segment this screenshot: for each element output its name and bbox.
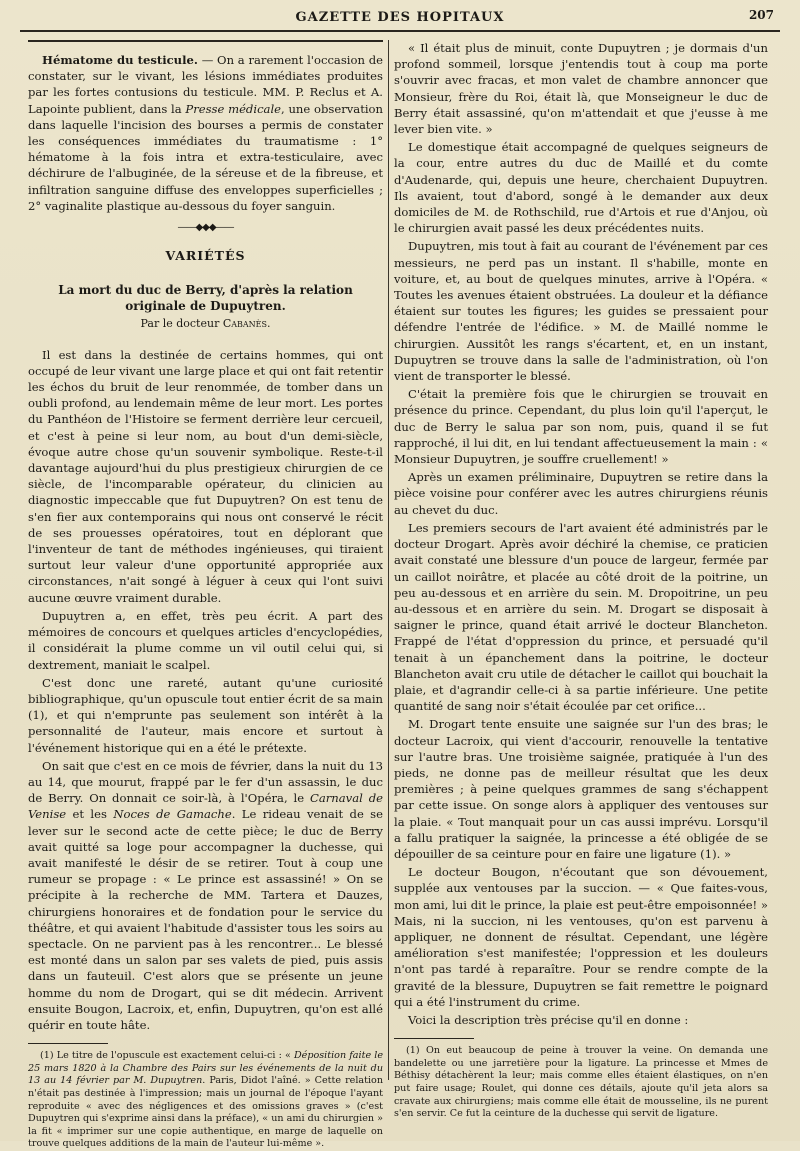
- footnote-rule: [28, 1043, 108, 1044]
- page-number: 207: [748, 8, 774, 22]
- footnote-rule: [394, 1038, 474, 1039]
- opera-title: Noces de Gamache: [113, 807, 232, 822]
- footnote: (1) On eut beaucoup de peine à trouver la veine. On demanda une bandelette ou une jarretière pour la ligature. La princesse et Mmes de Béthisy détachèrent la leur; mais comme elles étaient élastiques, on n'en put faire usage; Roulet, qui donne ces détails, ajoute qu'il jeta alors sa cravate aux chirurgiens; mais comme elle était de mousseline, ils ne purent s'en servir. Ce fut la ceinture de la duchesse qui servit de ligature.: [394, 1045, 768, 1120]
- right-column: [394, 40, 768, 1121]
- paragraph-text: et les: [66, 807, 114, 822]
- paragraph-text: On sait que c'est en ce mois de février, dans la nuit du 13 au 14, que mourut, frappé par le fer d'un assassin, le duc de Berry. On donnait ce soir-là, à l'Opéra, le: [28, 758, 383, 806]
- paragraph: « Il était plus de minuit, conte Dupuytren ; je dormais d'un profond sommeil, lorsque j'entendis tout à coup ma porte s'ouvrir avec fracas, et mon valet de chambre annoncer que Monsieur, frère du Roi, était là, que Monseigneur le duc de Berry était assassiné, qu'on m'attendait et que j'eusse à me lever bien vite. »: [394, 41, 768, 137]
- paragraph: Dupuytren, mis tout à fait au courant de l'événement par ces messieurs, ne perd pas un instant. Il s'habille, monte en voiture, et, au bout de quelques minutes, arrive à l'Opéra. « Toutes les avenues étaient obstruées. La douleur et la défiance étaient sur toutes les figures; les guides se pressaient pour défendre l'entrée de l'édifice. » M. de Maillé nomme le chirurgien. Aussitôt les rangs s'écartent, et, en un instant, Dupuytren se trouve dans la salle de l'administration, où l'on vient de transporter le blessé.: [394, 239, 768, 384]
- footnote-title: Déposition faite le 25 mars 1820 à la Chambre des Pairs sur les événements de la nuit du 13 au 14 février par M. Dupuytren: [28, 1050, 384, 1087]
- newspaper-title: GAZETTE DES HOPITAUX: [295, 10, 505, 25]
- section-title: VARIÉTÉS: [165, 248, 246, 264]
- hematome-text-2: , une observation dans laquelle l'incision des bourses a permis de constater les conséquences immédiates du traumatisme : 1° hématome à la fois intra et extra-testiculaire, avec déchirure de l'albuginée, de la séreuse et de la fibreuse, et infiltration sanguine diffuse des enveloppes superficielles ; 2° vaginalite plastique au-dessous du foyer sanguin.: [28, 101, 384, 213]
- footnote: [28, 1050, 383, 1151]
- paragraph: Voici la description très précise qu'il en donne :: [408, 1012, 689, 1027]
- paragraph: Dupuytren a, en effet, très peu écrit. A part des mémoires de concours et quelques articles d'encyclopédies, il considérait la plume comme un vil outil celui qui, si dextrement, maniait le scalpel.: [28, 608, 383, 672]
- top-rule: [28, 40, 383, 42]
- paragraph: Le docteur Bougon, n'écoutant que son dévouement, supplée aux ventouses par la succion. — « Que faites-vous, mon ami, lui dit le prince, la plaie est peut-être empoisonnée! » Mais, ni la succion, ni les ventouses, qu'on est parvenu à appliquer, ne donnent de résultat. Cependant, une légère amélioration s'est manifestée; l'oppression et les douleurs n'ont pas tardé à reparaître. Pour se rendre compte de la gravité de la blessure, Dupuytren se fait remettre le poignard qui a été l'instrument du crime.: [394, 865, 768, 1009]
- paragraph: Le domestique était accompagné de quelques seigneurs de la cour, entre autres du duc de Maillé et du comte d'Audenarde, qui, depuis une heure, cherchaient Dupuytren. Ils avaient, tout d'abord, songé à le demander aux deux domiciles de M. de Rothschild, rue d'Artois et rue d'Anjou, où le chirurgien avait passé les deux précédentes nuits.: [394, 140, 768, 236]
- article-title: La mort du duc de Berry, d'après la relation originale de Dupuytren.: [58, 283, 353, 314]
- paragraph: Il est dans la destinée de certains hommes, qui ont occupé de leur vivant une large place et qui ont fait retentir les échos du bruit de leur renommée, de tomber dans un oubli profond, au lendemain même de leur mort. Les portes du Panthéon de l'Histoire se ferment derrière leur cercueil, et c'est à peine si leur nom, au bout d'un demi-siècle, évoque autre chose qu'un souvenir symbolique. Reste-t-il davantage aujourd'hui du plus prestigieux chirurgien de ce siècle, de l'incomparable opérateur, du clinicien au diagnostic impeccable que fut Dupuytren? On est tenu de s'en fier aux contemporains qui nous ont conservé le récit de ses prouesses opératoires, tout en déplorant que l'inventeur de tant de méthodes ingénieuses, qui tiraient surtout leur valeur d'une opportunité appropriée aux circonstances, n'ait songé à léguer à ceux qui l'ont suivi aucune œuvre vraiment durable.: [28, 347, 383, 605]
- left-column: [28, 40, 383, 1151]
- footnote-text: . Paris, Didot l'aîné. » Cette relation n'était pas destinée à l'impression; mais un journal de l'époque l'ayant reproduite « avec des négligences et des omissions graves » (c'est Dupuytren qui s'exprime ainsi dans la préface), « un ami du chirurgien » la fit « imprimer sur une copie authentique, en marge de laquelle on trouve quelques additions de la main de l'auteur lui-même ».: [28, 1075, 384, 1150]
- column-divider: [388, 40, 389, 1080]
- author-prefix: Par le docteur: [140, 317, 223, 331]
- paragraph: [28, 758, 383, 1033]
- page-header: [20, 8, 780, 32]
- author-name: Cabanès.: [222, 317, 271, 331]
- hematome-heading: Hématome du testicule.: [42, 53, 198, 67]
- paragraph: C'était la première fois que le chirurgien se trouvait en présence du prince. Cependant, du plus loin qu'il l'aperçut, le duc de Berry le salua par son nom, puis, quand il se fut rapproché, il lui dit, en lui tendant affectueusement la main : « Monsieur Dupuytren, je souffre cruellement! »: [394, 387, 768, 467]
- journal-name: Presse médicale: [185, 101, 282, 116]
- paragraph-text: . Le rideau venait de se lever sur le second acte de cette pièce; le duc de Berry avait quitté sa loge pour accompagner la duchesse, qui avait manifesté le désir de se retirer. Tout à coup une rumeur se propage : « Le prince est assassiné! » On se précipite à la recherche de MM. Tartera et Dauzes, chirurgiens honoraires et de fondation pour le service du théâtre, et qui avaient l'habitude d'assister tous les soirs au spectacle. On ne parvient pas à les rencontrer... Le blessé est monté dans un salon par ses valets de pied, puis assis dans un fauteuil. C'est alors que se présente un jeune homme du nom de Drogart, qui se dit médecin. Arrivent ensuite Bougon, Lacroix, et, enfin, Dupuytren, qu'on est allé quérir en toute hâte.: [28, 807, 383, 1032]
- hematome-text: — On a rarement l'occasion de constater, sur le vivant, les lésions immédiates produites par les fortes contusions du testicule. MM. P. Reclus et A. Lapointe publient, dans la: [28, 53, 383, 116]
- opera-title: Carnaval de Venise: [28, 791, 383, 822]
- footnote-text: (1) Le titre de l'opuscule est exactement celui-ci : «: [40, 1050, 294, 1062]
- paragraph: C'est donc une rareté, autant qu'une curiosité bibliographique, qu'un opuscule tout entier écrit de sa main (1), et qui n'emprunte pas seulement son intérêt à la personnalité de l'auteur, mais encore et surtout à l'événement historique qui en a été le prétexte.: [28, 675, 383, 755]
- article-author: [28, 316, 383, 332]
- paragraph: Les premiers secours de l'art avaient été administrés par le docteur Drogart. Après avoir déchiré la chemise, ce praticien avait constaté une blessure d'un pouce de largeur, fermée par un caillot noirâtre, et placée au côté droit de la poitrine, un peu au-dessous et en arrière du sein. M. Dropoitrine, un peu au-dessous et en arrière du sein. M. Drogart se disposait à saigner le prince, quand était arrivé le docteur Blancheton. Frappé de l'état d'oppression du prince, et persuadé qu'il tenait à un épanchement dans la poitrine, le docteur Blancheton avait cru utile de détacher le caillot qui bouchait la plaie, et d'agrandir celle-ci à sa partie inférieure. Une petite quantité de sang noir s'était écoulée par cet orifice...: [394, 520, 768, 714]
- ornament-divider: ——◆◆◆——: [177, 222, 234, 234]
- paragraph: M. Drogart tente ensuite une saignée sur l'un des bras; le docteur Lacroix, qui vient d'accourir, renouvelle la tentative sur l'autre bras. Une troisième saignée, pratiquée à l'un des pieds, ne donne pas de meilleur résultat que les deux premières ; à peine quelques grammes de sang s'échappent par cette issue. On songe alors à appliquer des ventouses sur la plaie. « Tout manquait pour un cas aussi imprévu. Lorsqu'il a fallu pratiquer la saignée, la princesse a été obligée de se dépouiller de sa ceinture pour en faire une ligature (1). »: [394, 717, 768, 861]
- hematome-paragraph: [28, 52, 383, 214]
- paragraph: Après un examen préliminaire, Dupuytren se retire dans la pièce voisine pour conférer avec les autres chirurgiens réunis au chevet du duc.: [394, 470, 768, 517]
